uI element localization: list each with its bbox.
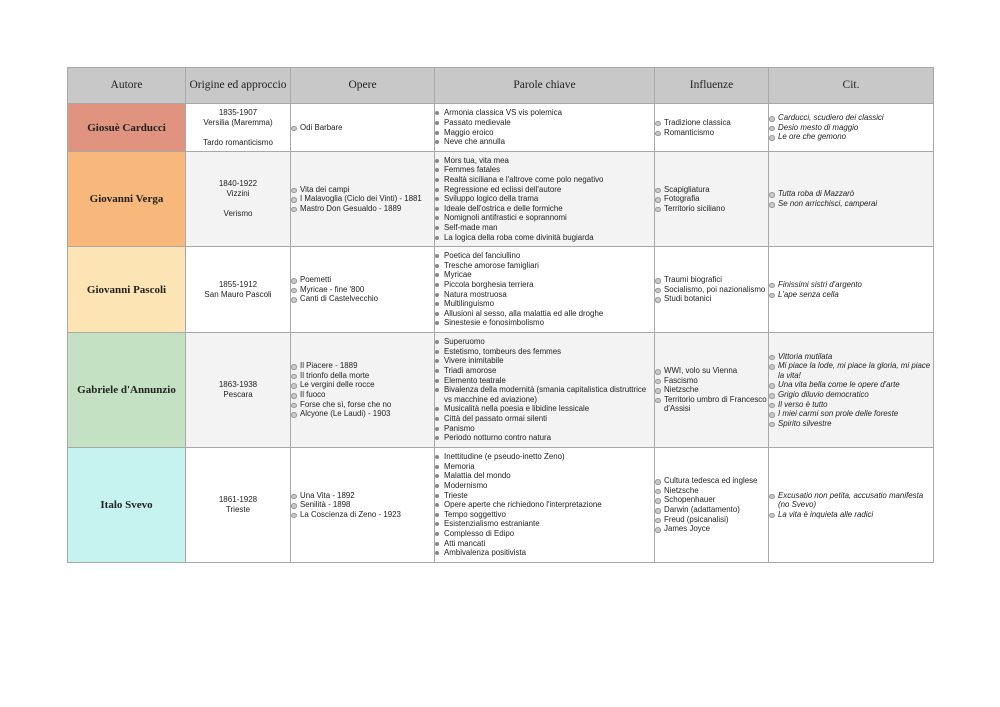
keyword-item: Memoria (435, 462, 654, 472)
quotes-cell (769, 104, 934, 152)
header-influenze: Influenze (655, 68, 769, 104)
author-name: Italo Svevo (68, 448, 186, 563)
keywords-cell-list (435, 337, 654, 443)
keywords-cell (435, 448, 655, 563)
keyword-item: Mors tua, vita mea (435, 156, 654, 166)
work-item: Il trionfo della morte (291, 371, 434, 381)
quote-item: Vittoria mutilata (769, 352, 933, 362)
work-item: Poemetti (291, 275, 434, 285)
influences-cell-list (655, 185, 768, 214)
influence-item: Freud (psicanalisi) (655, 515, 768, 525)
influence-item: WWI, volo su Vienna (655, 366, 768, 376)
work-item: Una Vita - 1892 (291, 491, 434, 501)
origin-line: 1835-1907 (218, 107, 258, 117)
keyword-item: Vivere inimitabile (435, 356, 654, 366)
quotes-cell-list (769, 352, 933, 429)
header-parole-chiave: Parole chiave (435, 68, 655, 104)
works-cell-list (291, 275, 434, 304)
quote-item: Se non arricchisci, camperai (769, 199, 933, 209)
work-item: Il fuoco (291, 390, 434, 400)
header-origine: Origine ed approccio (186, 68, 291, 104)
keyword-item: Piccola borghesia terriera (435, 280, 654, 290)
keywords-cell (435, 152, 655, 247)
influences-cell (655, 152, 769, 247)
work-item: Le vergini delle rocce (291, 380, 434, 390)
origin-cell (186, 333, 291, 448)
keyword-item: Complesso di Edipo (435, 529, 654, 539)
quotes-cell (769, 247, 934, 333)
keyword-item: Malattia del mondo (435, 471, 654, 481)
work-item: Odi Barbare (291, 123, 434, 133)
keyword-item: Elemento teatrale (435, 376, 654, 386)
keyword-item: Maggio eroico (435, 128, 654, 138)
origin-line: 1840-1922 (218, 179, 258, 188)
origin-line: Versilia (Maremma) (203, 117, 273, 127)
works-cell (291, 104, 435, 152)
origin-line: San Mauro Pascoli (204, 289, 272, 299)
work-item: Myricae - fine '800 (291, 285, 434, 295)
quotes-cell (769, 152, 934, 247)
keyword-item: Tresche amorose famigliari (435, 261, 654, 271)
quote-item: Le ore che gemono (769, 132, 933, 142)
keyword-item: Armonia classica VS vis polemica (435, 108, 654, 118)
quote-item: Excusatio non petita, accusatio manifesta (no Svevo) (769, 491, 933, 510)
keyword-item: Trieste (435, 491, 654, 501)
keywords-cell-list (435, 156, 654, 242)
keyword-item: Periodo notturno contro natura (435, 433, 654, 443)
keyword-item: Musicalità nella poesia e libidine lessicale (435, 404, 654, 414)
header-opere: Opere (291, 68, 435, 104)
influence-item: Schopenhauer (655, 495, 768, 505)
influence-item: Nietzsche (655, 385, 768, 395)
influences-cell (655, 247, 769, 333)
keyword-item: Poetica del fanciullino (435, 251, 654, 261)
keyword-item: Femmes fatales (435, 165, 654, 175)
quote-item: Carducci, scudiero dei classici (769, 113, 933, 123)
works-cell (291, 247, 435, 333)
influence-item: Territorio umbro di Francesco d'Assisi (655, 395, 768, 414)
works-cell-list (291, 491, 434, 520)
origin-cell (186, 152, 291, 247)
works-cell (291, 333, 435, 448)
quotes-cell-list (769, 113, 933, 142)
work-item: Vita dei campi (291, 185, 434, 195)
keyword-item: Esistenzialismo estraniante (435, 519, 654, 529)
influence-item: Socialismo, poi nazionalismo (655, 285, 768, 295)
author-name: Gabriele d'Annunzio (68, 333, 186, 448)
keywords-cell (435, 104, 655, 152)
origin-line: Vizzini (226, 189, 250, 198)
keyword-item: Superuomo (435, 337, 654, 347)
header-row (68, 68, 934, 104)
keyword-item: Self-made man (435, 223, 654, 233)
keyword-item: Natura mostruosa (435, 290, 654, 300)
author-name: Giovanni Pascoli (68, 247, 186, 333)
header-cit: Cit. (769, 68, 934, 104)
origin-line: 1855-1912 (218, 279, 258, 289)
keyword-item: Multilinguismo (435, 299, 654, 309)
works-cell-list (291, 123, 434, 133)
quote-item: Desio mesto di maggio (769, 123, 933, 133)
table-row (68, 247, 934, 333)
keyword-item: Tempo soggettivo (435, 510, 654, 520)
work-item: Forse che sì, forse che no (291, 400, 434, 410)
origin-line: Tardo romanticismo (203, 137, 273, 147)
origin-line: Verismo (223, 209, 253, 218)
keyword-item: Opere aperte che richiedono l'interpretazione (435, 500, 654, 510)
origin-line: Pescara (223, 390, 253, 399)
keyword-item: Triadi amorose (435, 366, 654, 376)
keywords-cell-list (435, 108, 654, 146)
work-item: Senilità - 1898 (291, 500, 434, 510)
work-item: Canti di Castelvecchio (291, 294, 434, 304)
keyword-item: Regressione ed eclissi dell'autore (435, 185, 654, 195)
quote-item: Finissimi sistri d'argento (769, 280, 933, 290)
influence-item: Fotografia (655, 194, 768, 204)
header-autore: Autore (68, 68, 186, 104)
works-cell (291, 152, 435, 247)
table-row (68, 152, 934, 247)
work-item: Mastro Don Gesualdo - 1889 (291, 204, 434, 214)
keyword-item: Modernismo (435, 481, 654, 491)
works-cell-list (291, 361, 434, 419)
influences-cell-list (655, 275, 768, 304)
influences-cell (655, 333, 769, 448)
works-cell-list (291, 185, 434, 214)
origin-line: 1861-1928 (218, 495, 258, 504)
keyword-item: Neve che annulla (435, 137, 654, 147)
quotes-cell (769, 448, 934, 563)
keyword-item: Passato medievale (435, 118, 654, 128)
influence-item: Territorio siciliano (655, 204, 768, 214)
keywords-cell-list (435, 452, 654, 558)
keyword-item: Città del passato ormai silenti (435, 414, 654, 424)
keyword-item: Panismo (435, 424, 654, 434)
origin-cell (186, 247, 291, 333)
quote-item: L'ape senza cella (769, 290, 933, 300)
work-item: Il Piacere - 1889 (291, 361, 434, 371)
quote-item: Spirito silvestre (769, 419, 933, 429)
influences-cell-list (655, 366, 768, 414)
origin-line: Trieste (225, 505, 251, 514)
influences-cell-list (655, 476, 768, 534)
influence-item: Nietzsche (655, 486, 768, 496)
influence-item: Traumi biografici (655, 275, 768, 285)
influence-item: Scapigliatura (655, 185, 768, 195)
influence-item: Studi botanici (655, 294, 768, 304)
keywords-cell (435, 247, 655, 333)
author-name: Giosuè Carducci (68, 104, 186, 152)
authors-table (67, 67, 934, 563)
work-item: La Coscienza di Zeno - 1923 (291, 510, 434, 520)
quote-item: Grigio diluvio democratico (769, 390, 933, 400)
table-row (68, 333, 934, 448)
quotes-cell-list (769, 491, 933, 520)
author-name: Giovanni Verga (68, 152, 186, 247)
influence-item: Fascismo (655, 376, 768, 386)
work-item: Alcyone (Le Laudi) - 1903 (291, 409, 434, 419)
keyword-item: La logica della roba come divinità bugiarda (435, 233, 654, 243)
works-cell (291, 448, 435, 563)
keyword-item: Bivalenza della modernità (smania capitalistica distruttrice vs macchine ed aviazione) (435, 385, 654, 404)
influences-cell (655, 448, 769, 563)
quotes-cell-list (769, 280, 933, 299)
keyword-item: Sviluppo logico della trama (435, 194, 654, 204)
table-row (68, 104, 934, 152)
quote-item: Mi piace la lode, mi piace la gloria, mi piace la vita! (769, 361, 933, 380)
quote-item: Il verso è tutto (769, 400, 933, 410)
keyword-item: Ideale dell'ostrica e delle formiche (435, 204, 654, 214)
keyword-item: Nomignoli antifrastici e soprannomi (435, 213, 654, 223)
keyword-item: Inettitudine (e pseudo-inetto Zeno) (435, 452, 654, 462)
quote-item: I miei carmi son prole delle foreste (769, 409, 933, 419)
table-row (68, 448, 934, 563)
origin-line: 1863-1938 (218, 380, 258, 389)
quote-item: Tutta roba di Mazzarò (769, 189, 933, 199)
keyword-item: Realtà siciliana e l'altrove come polo negativo (435, 175, 654, 185)
keyword-item: Sinestesie e fonosimbolismo (435, 318, 654, 328)
quotes-cell-list (769, 189, 933, 208)
keyword-item: Ambivalenza positivista (435, 548, 654, 558)
quote-item: Una vita bella come le opere d'arte (769, 380, 933, 390)
keyword-item: Estetismo, tombeurs des femmes (435, 347, 654, 357)
origin-cell (186, 104, 291, 152)
quotes-cell (769, 333, 934, 448)
origin-cell (186, 448, 291, 563)
influences-cell-list (655, 118, 768, 137)
influence-item: Cultura tedesca ed inglese (655, 476, 768, 486)
influence-item: James Joyce (655, 524, 768, 534)
influence-item: Darwin (adattamento) (655, 505, 768, 515)
keyword-item: Allusioni al sesso, alla malattia ed alle droghe (435, 309, 654, 319)
keyword-item: Atti mancati (435, 539, 654, 549)
influence-item: Romanticismo (655, 128, 768, 138)
keywords-cell-list (435, 251, 654, 328)
keyword-item: Myricae (435, 270, 654, 280)
quote-item: La vita è inquieta alle radici (769, 510, 933, 520)
work-item: I Malavoglia (Ciclo dei Vinti) - 1881 (291, 194, 434, 204)
influences-cell (655, 104, 769, 152)
keywords-cell (435, 333, 655, 448)
influence-item: Tradizione classica (655, 118, 768, 128)
